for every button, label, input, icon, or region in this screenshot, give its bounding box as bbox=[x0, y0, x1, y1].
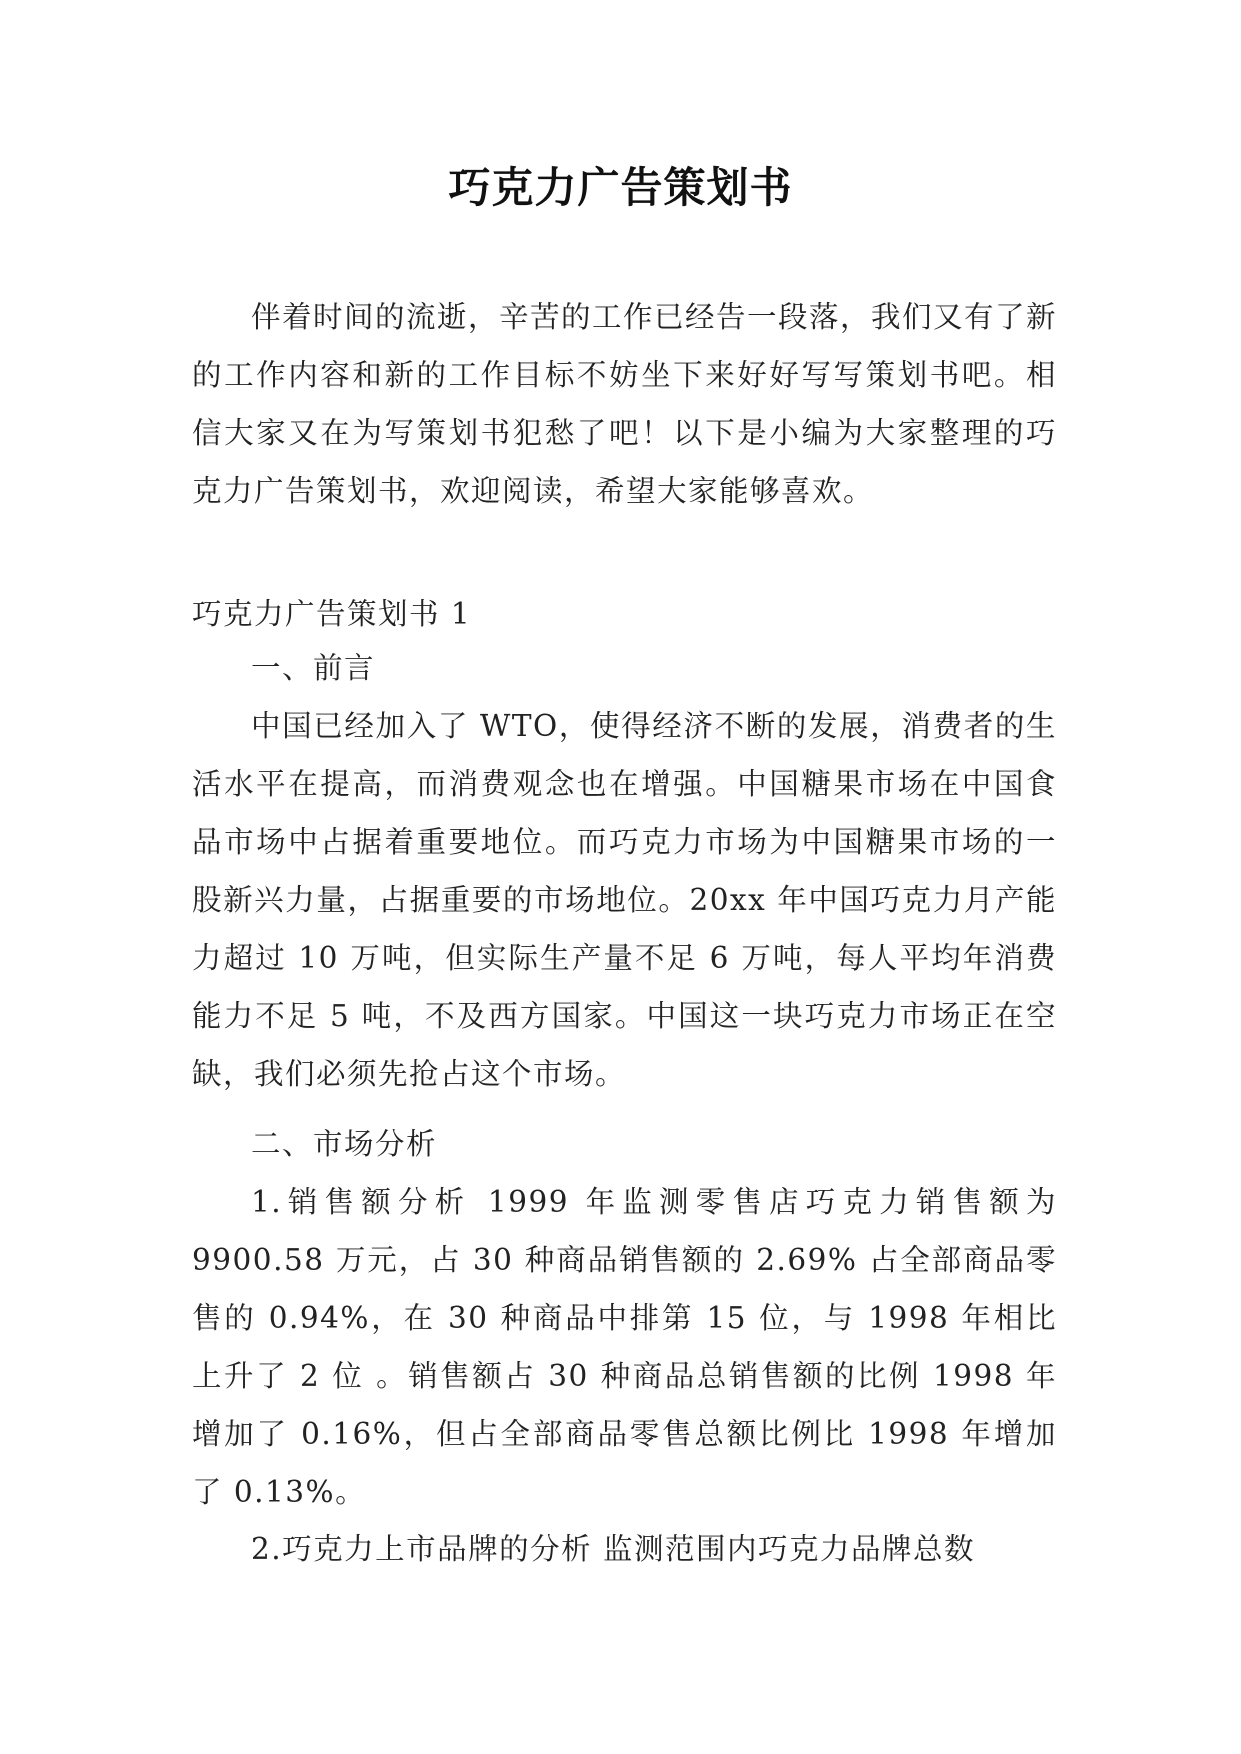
brand-analysis-paragraph: 2.巧克力上市品牌的分析 监测范围内巧克力品牌总数 bbox=[251, 1532, 976, 1566]
document-title: 巧克力广告策划书 bbox=[448, 163, 793, 212]
section-title: 巧克力广告策划书 1 bbox=[192, 597, 472, 631]
heading-preface: 一、前言 bbox=[251, 651, 376, 685]
heading-market-analysis: 二、市场分析 bbox=[251, 1127, 438, 1161]
preface-paragraph: 中国已经加入了 WTO，使得经济不断的发展，消费者的生活水平在提高，而消费观念也在增强。中国糖果市场在中国食品市场中占据着重要地位。而巧克力市场为中国糖果市场的一股新兴力量，占据重要的市场地位。20xx 年中国巧克力月产能力超过 10 万吨，但实际生产量不足 6 万吨，每人平均年消费能力不足 5 吨，不及西方国家。中国这一块巧克力市场正在空缺，我们必须先抢占这个市场。 bbox=[192, 709, 1057, 1091]
sales-analysis-paragraph: 1.销售额分析 1999 年监测零售店巧克力销售额为 9900.58 万元，占 30 种商品销售额的 2.69% 占全部商品零售的 0.94%，在 30 种商品中排第 15 位，与 1998 年相比上升了 2 位 。销售额占 30 种商品总销售额的比例 1998 年增加了 0.16%，但占全部商品零售总额比例比 1998 年增加了 0.13%。 bbox=[192, 1185, 1057, 1509]
intro-paragraph: 伴着时间的流逝，辛苦的工作已经告一段落，我们又有了新的工作内容和新的工作目标不妨坐下来好好写写策划书吧。相信大家又在为写策划书犯愁了吧！以下是小编为大家整理的巧克力广告策划书，欢迎阅读，希望大家能够喜欢。 bbox=[192, 300, 1058, 508]
